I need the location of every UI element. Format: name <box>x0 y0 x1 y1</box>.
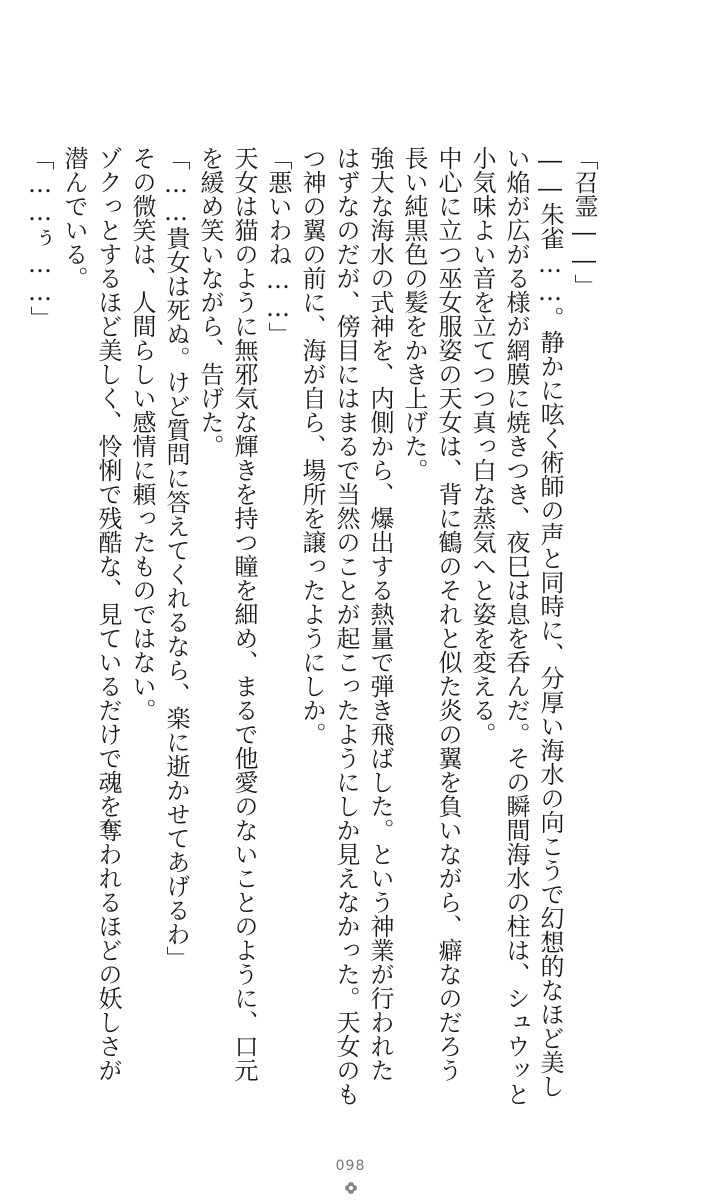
text-line: つ神の翼の前に、海が自ら、場所を譲ったようにしか。 <box>298 146 326 746</box>
text-line: 強大な海水の式神を、内側から、爆出する熱量で弾き飛ばした。という神業が行われた <box>366 146 394 1082</box>
text-line: 「悪いわね……」 <box>264 146 292 346</box>
text-line: 「……貴女は死ぬ。けど質問に答えてくれるなら、楽に逝かせてあげるわ」 <box>162 146 190 970</box>
text-line: ゾクっとするほど美しく、怜悧で残酷な、見ているだけで魂を奪われるほどの妖しさが <box>94 146 122 1082</box>
text-line: 天女は猫のように無邪気な輝きを持つ瞳を細め、まるで他愛のないことのように、口元 <box>230 146 258 1082</box>
text-line: はずなのだが、傍目にはまるで当然のことが起こったようにしか見えなかった。天女のも <box>332 146 360 1106</box>
text-line: 小気味よい音を立てつつ真っ白な蒸気へと姿を変える。 <box>468 146 496 746</box>
text-line: ――朱雀……。静かに呟く術師の声と同時に、分厚い海水の向こうで幻想的なほど美し <box>536 146 564 1098</box>
page-number: 098 <box>335 1158 366 1174</box>
text-line: 長い純黒色の髪をかき上げた。 <box>400 146 428 482</box>
text-line: 潜んでいる。 <box>60 146 88 290</box>
text-line: い焔が広がる様が網膜に焼きつき、夜巳は息を呑んだ。その瞬間海水の柱は、シュウッと <box>502 146 530 1106</box>
text-line: 「……ぅ……」 <box>26 146 54 330</box>
text-line: 中心に立つ巫女服姿の天女は、背に鶴のそれと似た炎の翼を負いながら、癖なのだろう <box>434 146 462 1082</box>
vertical-text-body <box>26 146 601 1106</box>
text-line: 「召霊――」 <box>570 146 598 298</box>
text-line: その微笑は、人間らしい感情に頼ったものではない。 <box>128 146 156 722</box>
flower-ornament-icon <box>343 1180 359 1196</box>
text-line: を緩め笑いながら、告げた。 <box>196 146 224 458</box>
